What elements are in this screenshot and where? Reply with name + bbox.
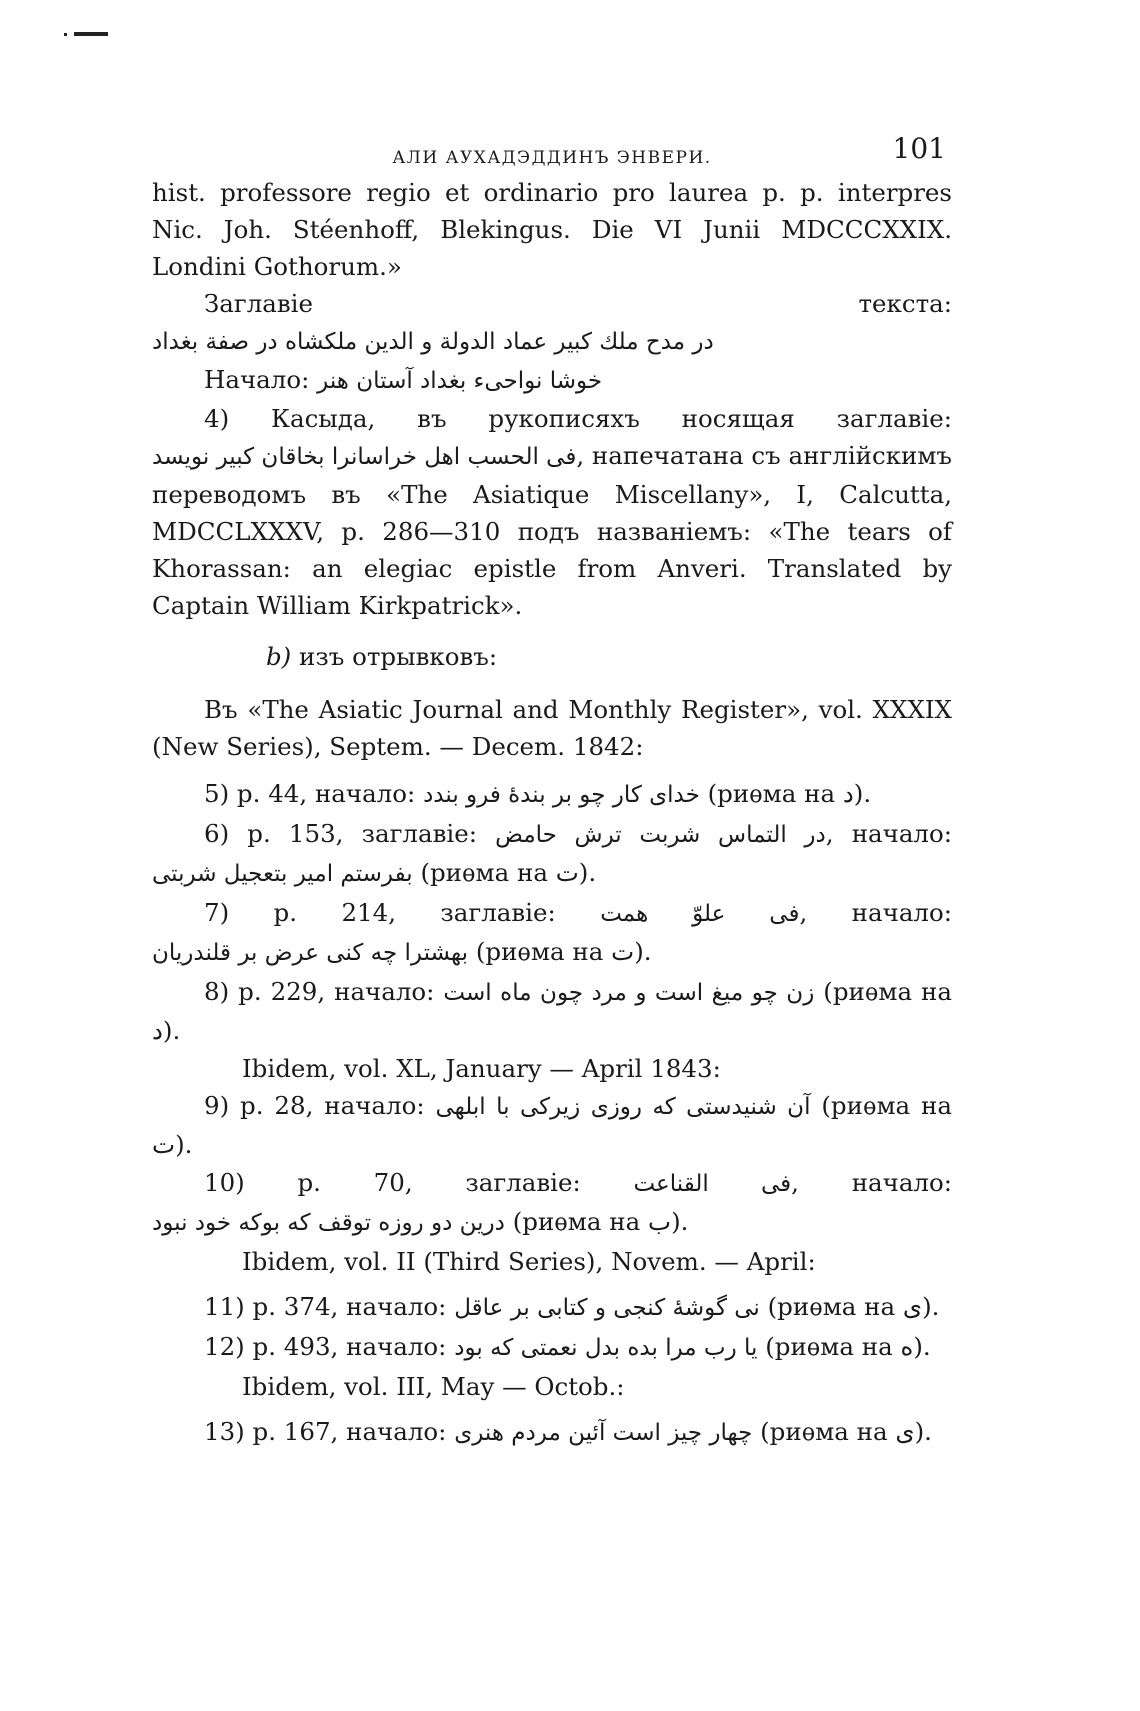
entry-prefix: 12) p. 493, начало: <box>204 1332 447 1361</box>
entry-7 <box>152 894 952 972</box>
title-text-label: Заглавіе текста: <box>204 289 952 318</box>
entry-arabic: فی القناعت <box>633 1171 792 1197</box>
entry-10 <box>152 1164 952 1242</box>
item-4-prefix: 4) Касыда, въ рукописяхъ носящая заглавіе: <box>204 404 952 433</box>
source-journal-1842: Въ «The Asiatic Journal and Monthly Register», vol. XXXIX (New Series), Septem. — Decem. 1842: <box>152 695 952 761</box>
entry-arabic: آن شنیدستی که روزی زیرکی با ابلهی <box>435 1094 811 1120</box>
entry-mid: , начало: <box>791 1168 952 1197</box>
entry-rhyme: (риѳма на د). <box>707 779 872 808</box>
entry-6 <box>152 815 952 893</box>
entry-arabic-second: درین دو روزه توقف که بوکه خود نبود <box>152 1210 505 1236</box>
entry-arabic: خدای کار چو بر بندهٔ فرو بندد <box>423 782 700 808</box>
entry-prefix: 11) p. 374, начало: <box>204 1292 447 1321</box>
continuation-paragraph: hist. professore regio et ordinario pro laurea p. p. interpres Nic. Joh. Stéenhoff, Blekingus. Die VI Junii MDCCCXXIX. Londini Gothorum.» <box>152 178 952 281</box>
entry-prefix: 8) p. 229, начало: <box>204 977 435 1006</box>
entry-arabic-second: بفرستم امیر بتعجیل شربتی <box>152 861 413 887</box>
entry-mid: , начало: <box>799 898 952 927</box>
entry-8 <box>152 973 952 1049</box>
page-header <box>152 130 952 170</box>
subsection-letter: b) <box>266 642 292 671</box>
entry-mid: , начало: <box>825 819 952 848</box>
item-4-rest: , напечатана съ англійскимъ переводомъ въ «The Asiatique Miscellany», I, Calcutta, MDCCLXXXV, p. 286—310 подъ названіемъ: «The tears of Khorassan: an elegiac epistle from Anveri. Translated by Captain William Kirkpatrick». <box>152 441 952 620</box>
ibidem-vol-ii: Ibidem, vol. II (Third Series), Novem. — April: <box>242 1247 816 1276</box>
beginning-line <box>152 361 952 400</box>
entry-9 <box>152 1087 952 1163</box>
entry-13 <box>152 1413 952 1452</box>
entry-12 <box>152 1328 952 1367</box>
page-number: 101 <box>892 132 946 165</box>
entry-rhyme: (риѳма на ی). <box>767 1292 940 1321</box>
entry-rhyme: (риѳма на ت). <box>420 858 597 887</box>
subsection-heading <box>152 638 952 675</box>
entry-prefix: 5) p. 44, начало: <box>204 779 416 808</box>
beginning-label: Начало: <box>204 365 310 394</box>
entry-prefix: 7) p. 214, заглавіе: <box>204 898 556 927</box>
entry-5 <box>152 775 952 814</box>
entry-rhyme: (риѳма на د). <box>152 977 952 1045</box>
entry-rhyme: (риѳма на ه). <box>765 1332 931 1361</box>
entry-prefix: 9) p. 28, начало: <box>204 1091 425 1120</box>
entry-rhyme: (риѳма на ت). <box>475 937 652 966</box>
subsection-text: изъ отрывковъ: <box>299 642 498 671</box>
item-4-arabic: فی الحسب اهل خراسانرا بخاقان کبیر نویسد <box>152 444 577 470</box>
running-title: АЛИ АУХАДЭДДИНЪ ЭНВЕРИ. <box>392 148 712 168</box>
entry-arabic: نی گوشهٔ کنجی و کتابی بر عاقل <box>454 1295 760 1321</box>
corner-ink-mark <box>64 30 110 38</box>
entry-prefix: 13) p. 167, начало: <box>204 1417 447 1446</box>
entry-rhyme: (риѳма на ت). <box>152 1091 952 1159</box>
title-text-arabic: در مدح ملك كبير عماد الدولة و الدين ملكشاه در صفة بغداد <box>152 329 714 355</box>
entry-prefix: 10) p. 70, заглавіе: <box>204 1168 581 1197</box>
page-body <box>152 130 952 1453</box>
title-text-line <box>152 285 952 361</box>
entry-11 <box>152 1288 952 1327</box>
entry-arabic-second: بهشترا چه کنی عرض بر قلندریان <box>152 940 469 966</box>
ibidem-vol-iii: Ibidem, vol. III, May — Octob.: <box>242 1372 625 1401</box>
entry-arabic: زن چو میغ است و مرد چون ماه است <box>443 980 815 1006</box>
ibidem-vol-xl: Ibidem, vol. XL, January — April 1843: <box>242 1054 721 1083</box>
beginning-arabic: خوشا نواحیء بغداد آستان هنر <box>317 368 603 394</box>
item-4-paragraph <box>152 400 952 624</box>
entry-arabic: فی علوّ همت <box>600 901 800 927</box>
entry-rhyme: (риѳма на ب). <box>512 1207 689 1236</box>
entry-arabic: یا رب مرا بده بدل نعمتی که بود <box>454 1335 758 1361</box>
entry-prefix: 6) p. 153, заглавіе: <box>204 819 477 848</box>
entry-rhyme: (риѳма на ی). <box>760 1417 932 1446</box>
entry-arabic: چهار چیز است آئین مردم هنری <box>454 1420 753 1446</box>
entry-arabic: در التماس شربت ترش حامض <box>495 822 826 848</box>
